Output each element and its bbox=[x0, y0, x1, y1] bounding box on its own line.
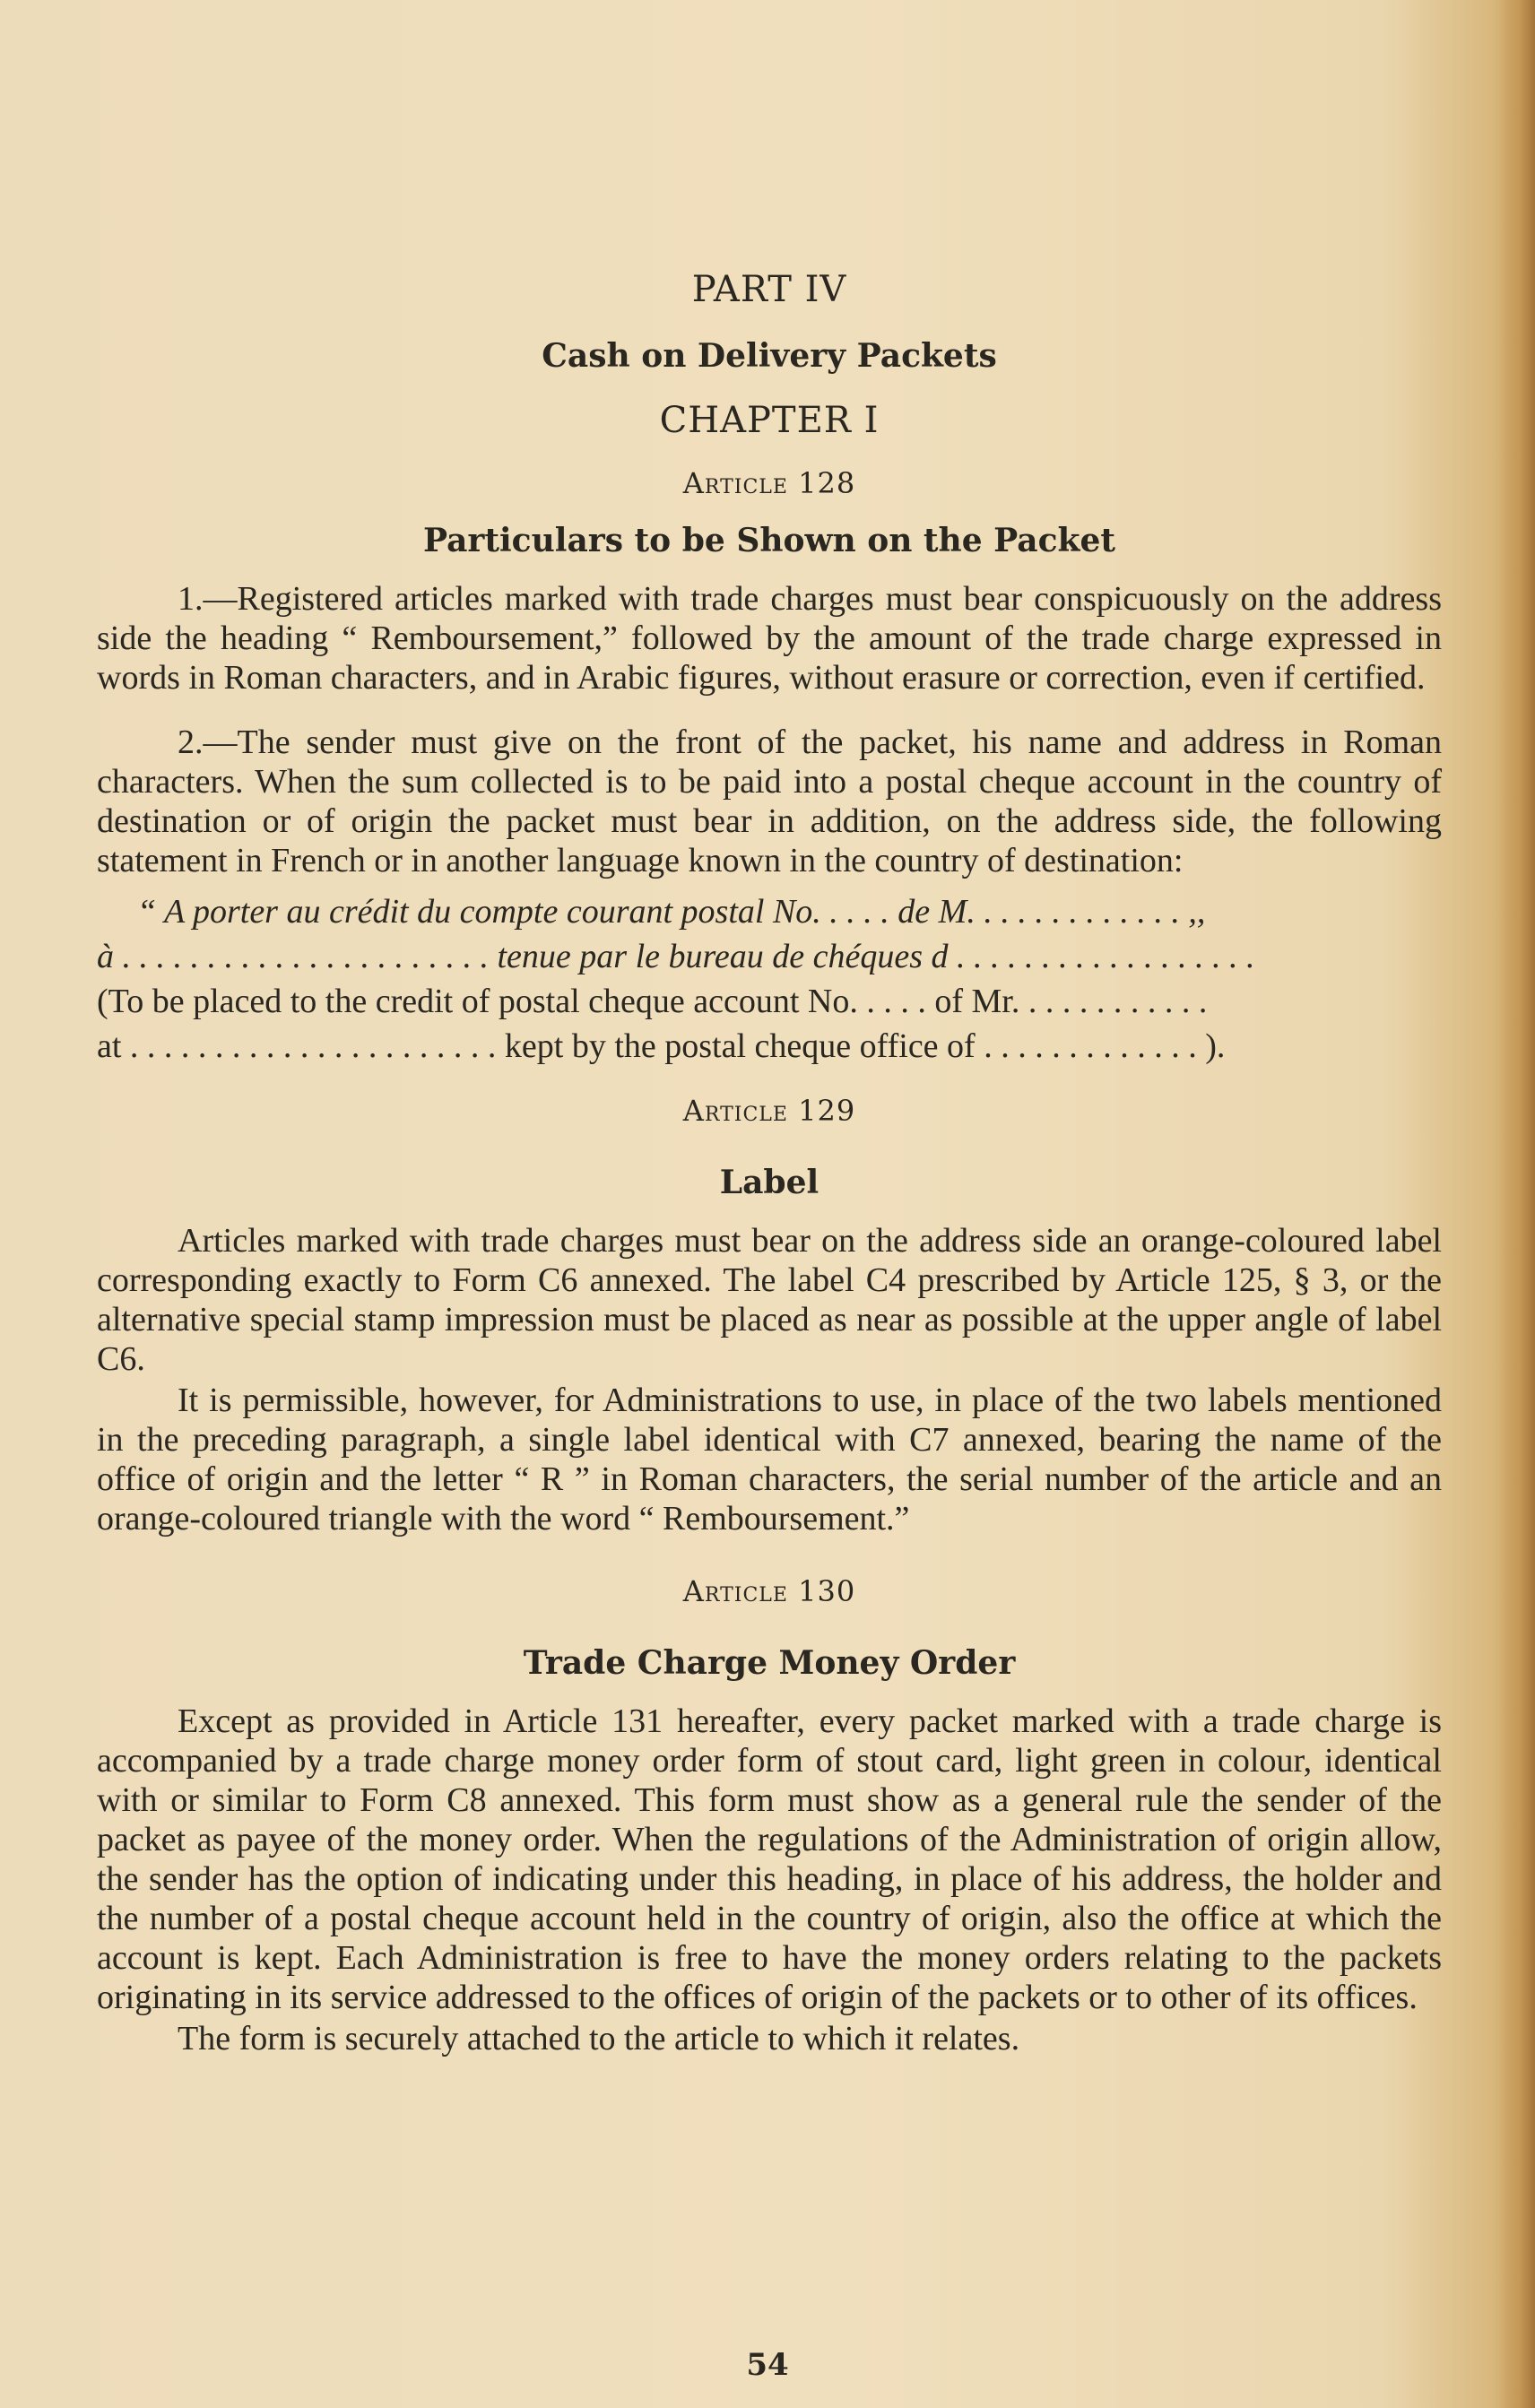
paragraph: 1.—Registered articles marked with trade charges must bear conspicuously on the address side the heading “ Remboursement,” followed by the amount of the trade charge expressed in words in Roman characters, and in Arabic figures, without erasure or correction, even if certified. bbox=[97, 580, 1442, 697]
article-number: Article 128 bbox=[682, 466, 856, 500]
paragraph: 2.—The sender must give on the front of the packet, his name and address in Roman characters. When the sum collected is to be paid into a postal cheque account in the country of destination or of origin the packet must bear in addition, on the address side, the following statement in French or in another language known in the country of destination: bbox=[97, 723, 1442, 879]
quote-line: à . . . . . . . . . . . . . . . . . . . . . . tenue par le bureau de chéques d . . . . . . . . . . . . . . . . . . bbox=[97, 938, 1255, 975]
paragraph: It is permissible, however, for Administrations to use, in place of the two labels mentioned in the preceding paragraph, a single label identical with C7 annexed, bearing the name of the office of origin and the letter “ R ” in Roman characters, the serial number of the article and an orange-coloured triangle with the word “ Remboursement.” bbox=[97, 1382, 1442, 1537]
article-number: Article 129 bbox=[682, 1094, 856, 1128]
quote-line: (To be placed to the credit of postal cheque account No. . . . . of Mr. . . . . . . . . . . . bbox=[97, 983, 1208, 1020]
text-column bbox=[97, 269, 1442, 2058]
article-heading: Particulars to be Shown on the Packet bbox=[422, 522, 1115, 559]
paragraph: The form is securely attached to the article to which it relates. bbox=[178, 2020, 1020, 2057]
french-statement bbox=[97, 889, 1442, 1069]
paragraph: Articles marked with trade charges must bear on the address side an orange-coloured label corresponding exactly to Form C6 annexed. The label C4 prescribed by Article 125, § 3, or the alternative special stamp impression must be placed as near as possible at the upper angle of label C6. bbox=[97, 1222, 1442, 1378]
chapter-title: CHAPTER I bbox=[659, 400, 880, 441]
article-number: Article 130 bbox=[682, 1574, 856, 1608]
article-heading: Trade Charge Money Order bbox=[523, 1644, 1016, 1682]
quote-line: at . . . . . . . . . . . . . . . . . . . . . . kept by the postal cheque office of . . . . . . . . . . . . . ). bbox=[97, 1027, 1226, 1065]
part-subtitle: Cash on Delivery Packets bbox=[542, 337, 997, 375]
part-title: PART IV bbox=[691, 269, 847, 310]
page-spine-shadow bbox=[1497, 0, 1535, 2408]
paragraph: Except as provided in Article 131 hereafter, every packet marked with a trade charge is accompanied by a trade charge money order form of stout card, light green in colour, identical with or similar to Form C8 annexed. This form must show as a general rule the sender of the packet as payee of the money order. When the regulations of the Administration of origin allow, the sender has the option of indicating under this heading, in place of his address, the holder and the number of a postal cheque account held in the country of origin, also the office at which the account is kept. Each Administration is free to have the money orders relating to the packets originating in its service addressed to the offices of origin of the packets or to other of its offices. bbox=[97, 1702, 1442, 2016]
quote-line: “ A porter au crédit du compte courant postal No. . . . . de M. . . . . . . . . . . . . ,, bbox=[137, 893, 1206, 931]
page-number: 54 bbox=[746, 2347, 789, 2383]
article-heading: Label bbox=[719, 1164, 820, 1201]
